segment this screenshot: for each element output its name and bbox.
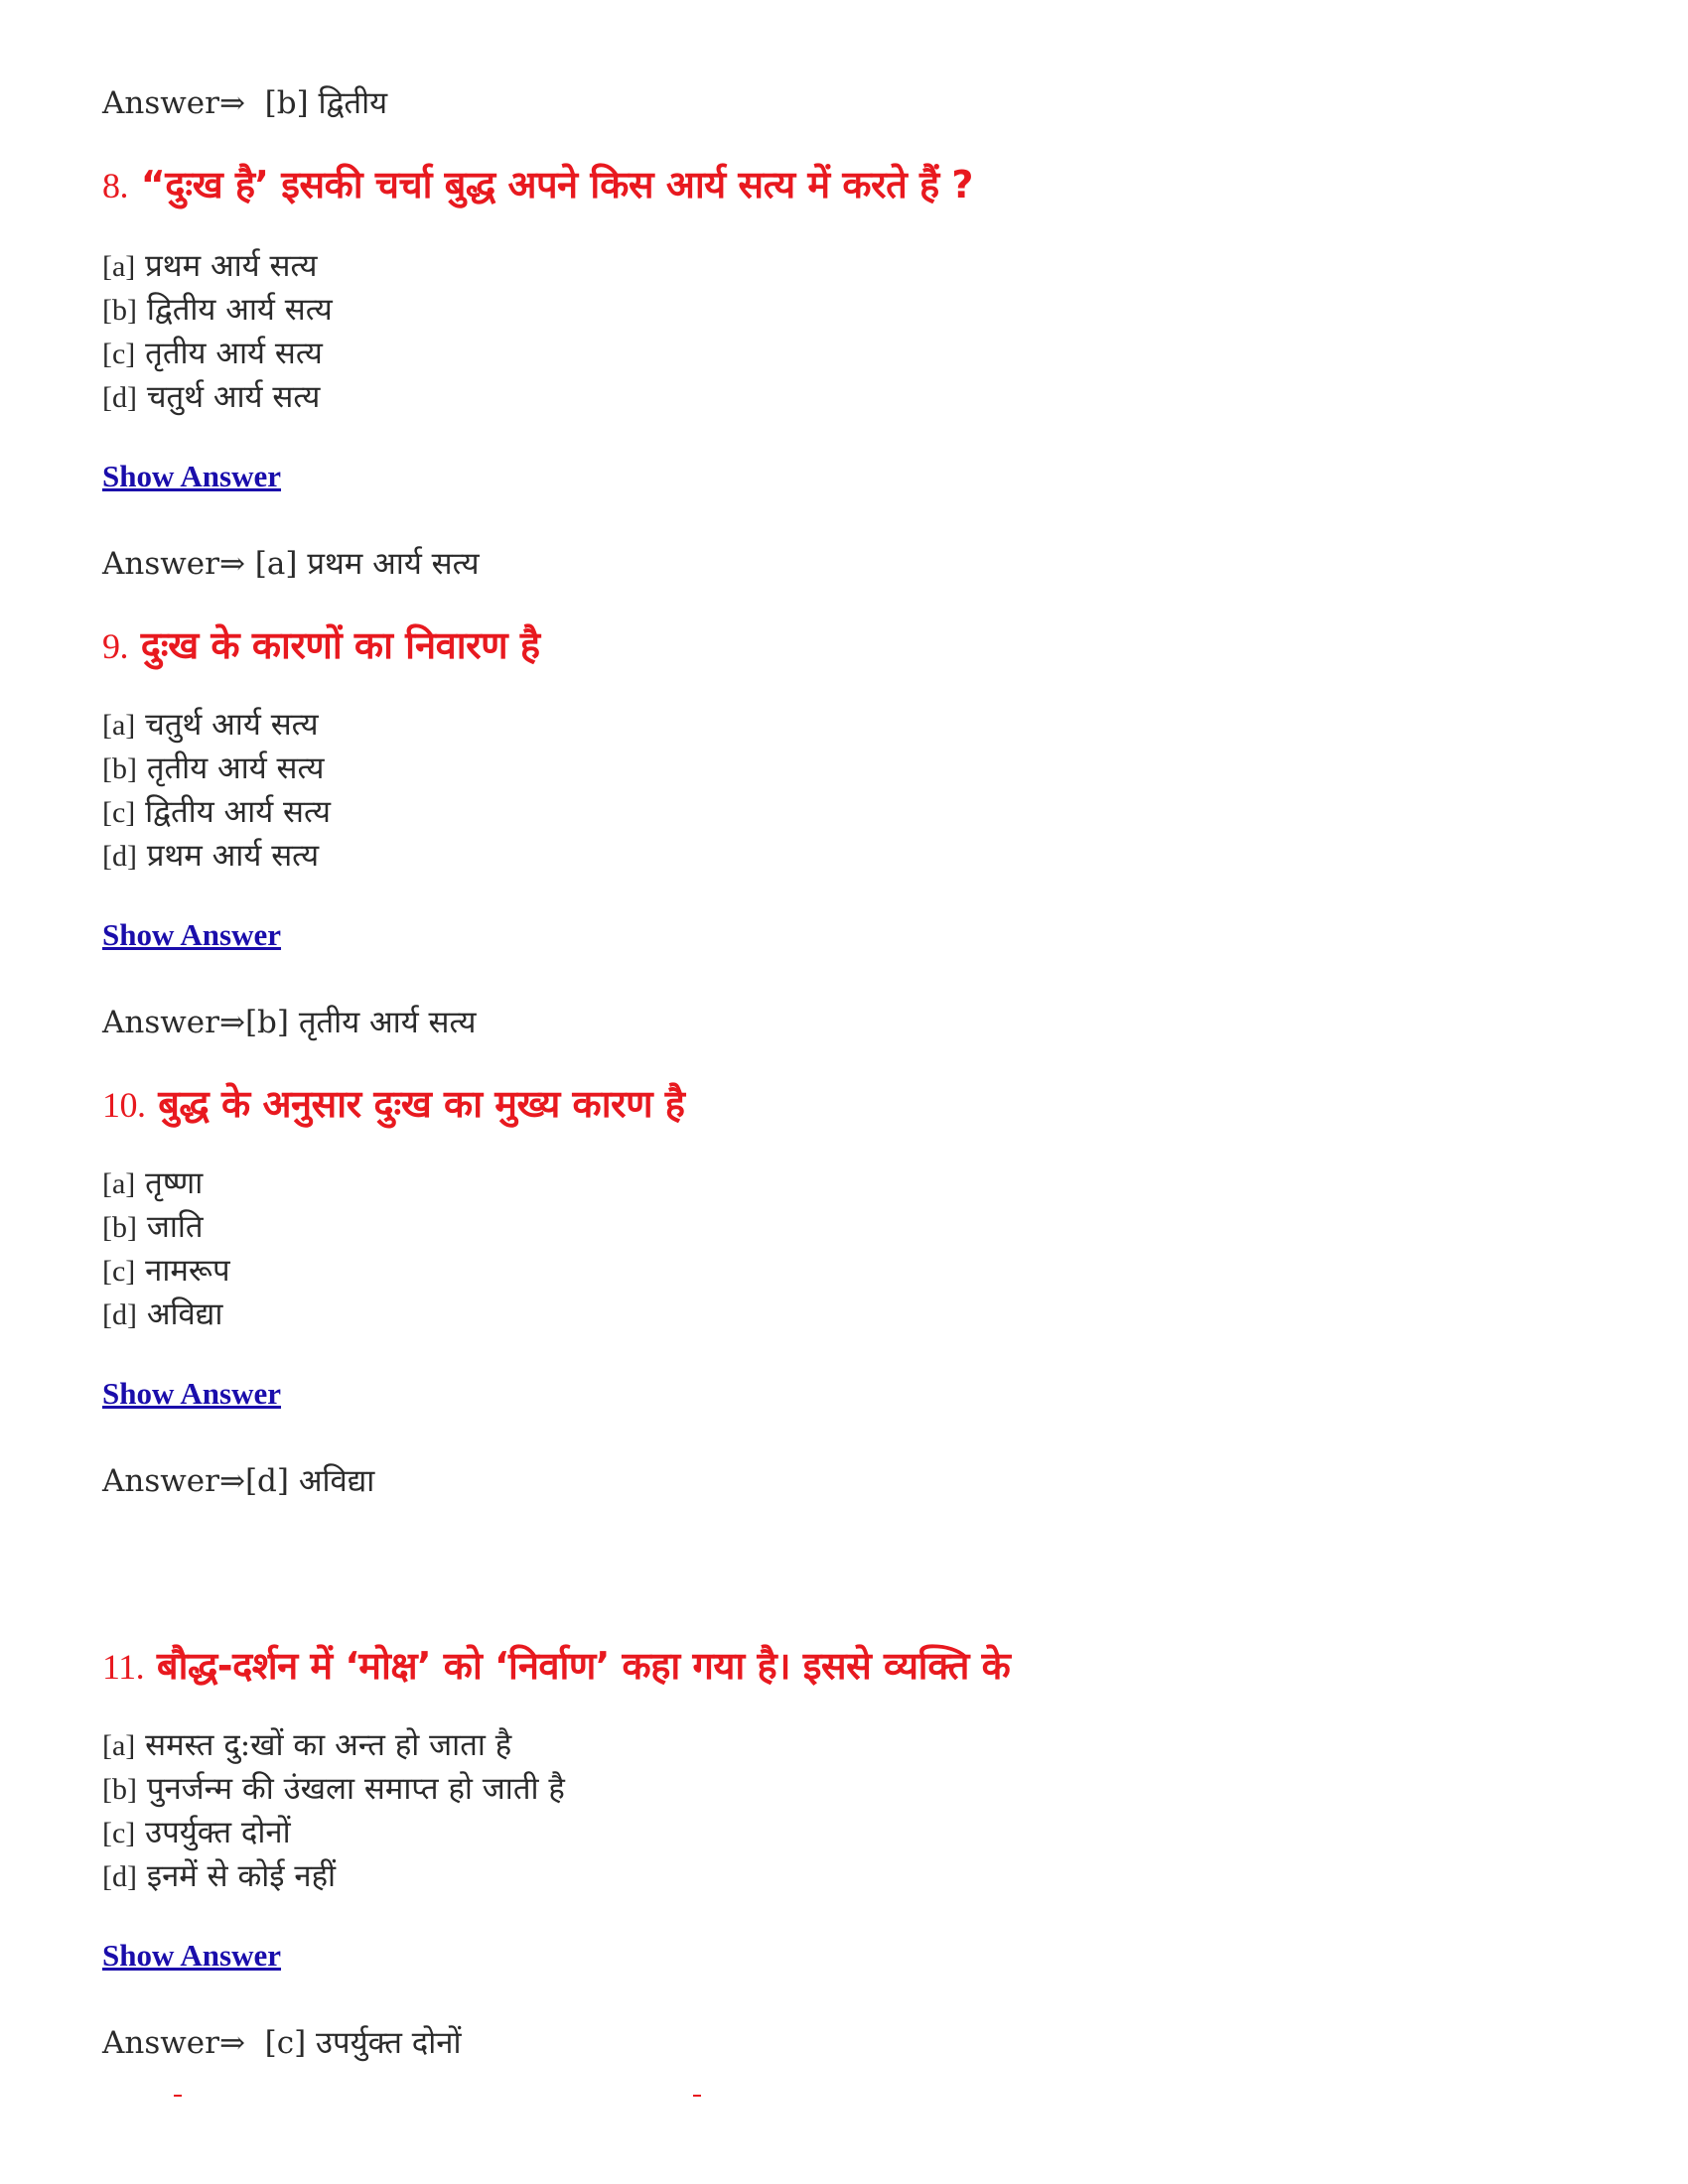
options-list [102,244,333,419]
option-key: [c] [102,1255,136,1288]
option-item [102,1767,565,1811]
option-item [102,1723,565,1767]
option-text: चतुर्थ आर्य सत्य [145,707,319,743]
option-item [102,1854,565,1898]
answer-text: [b] तृतीय आर्य सत्य [244,1005,477,1040]
option-key: [c] [102,338,136,370]
question-heading [102,1640,1010,1693]
option-key: [d] [102,1860,137,1893]
option-text: पुनर्जन्म की उंखला समाप्त हो जाती है [146,1771,565,1807]
options-list [102,1723,565,1898]
options-list [102,703,331,878]
question-heading [102,1078,684,1131]
option-key: [b] [102,752,137,785]
answer-prefix: Answer⇒ [102,1005,245,1040]
option-item [102,244,333,288]
question-text: दुःख के कारणों का निवारण है [140,623,540,667]
question-number: 9. [102,626,128,666]
option-key: [d] [102,1298,137,1331]
option-key: [d] [102,840,137,873]
option-item [102,790,331,834]
option-text: तृतीय आर्य सत्य [145,336,323,371]
option-item [102,375,333,419]
answer-text: [c] उपर्युक्त दोनों [264,2025,462,2061]
option-item [102,747,331,790]
option-text: इनमें से कोई नहीं [146,1858,337,1894]
option-text: अविद्या [146,1297,223,1332]
option-key: [c] [102,796,136,829]
option-text: उपर्युक्त दोनों [145,1815,291,1850]
answer-line [102,83,387,123]
option-key: [d] [102,381,137,414]
answer-line [102,2023,462,2063]
cutoff-mark [174,2095,182,2097]
option-text: चतुर्थ आर्य सत्य [146,379,321,415]
answer-text: [d] अविद्या [244,1463,375,1499]
option-key: [a] [102,250,136,283]
option-item [102,1811,565,1854]
option-key: [a] [102,709,136,742]
answer-prefix: Answer⇒ [102,2025,245,2061]
options-list [102,1161,230,1336]
answer-prefix: Answer⇒ [102,1463,245,1499]
option-item [102,703,331,747]
answer-text: [b] द्वितीय [264,85,388,121]
quiz-page [102,0,1592,2184]
question-text: “दुःख है’ इसकी चर्चा बुद्ध अपने किस आर्य सत्य में करते हैं ? [140,163,973,206]
option-item [102,834,331,878]
option-text: समस्त दु:खों का अन्त हो जाता है [145,1727,512,1763]
answer-text: [a] प्रथम आर्य सत्य [254,546,480,582]
show-answer-link[interactable]: Show Answer [102,1938,282,1973]
option-text: नामरूप [145,1253,230,1289]
option-text: तृष्णा [145,1165,204,1201]
option-item [102,1161,230,1205]
option-item [102,1249,230,1293]
option-key: [b] [102,1211,137,1244]
question-text: बुद्ध के अनुसार दुःख का मुख्य कारण है [158,1082,685,1126]
answer-line [102,544,480,584]
option-text: प्रथम आर्य सत्य [146,838,320,874]
option-key: [a] [102,1729,136,1762]
option-text: द्वितीय आर्य सत्य [145,794,331,830]
option-text: द्वितीय आर्य सत्य [146,292,333,328]
option-key: [b] [102,1773,137,1806]
option-item [102,1205,230,1249]
option-text: प्रथम आर्य सत्य [145,248,318,284]
option-item [102,332,333,375]
option-key: [a] [102,1167,136,1200]
answer-line [102,1003,476,1042]
option-item [102,288,333,332]
option-key: [b] [102,294,137,327]
question-heading [102,619,540,672]
show-answer-link[interactable]: Show Answer [102,1376,282,1411]
answer-prefix: Answer⇒ [102,546,245,582]
question-heading [102,159,973,211]
show-answer-link[interactable]: Show Answer [102,917,282,952]
option-text: तृतीय आर्य सत्य [146,751,325,786]
question-number: 10. [102,1085,146,1125]
cutoff-mark [693,2095,701,2097]
answer-prefix: Answer⇒ [102,85,245,121]
option-key: [c] [102,1817,136,1849]
question-number: 8. [102,166,128,205]
show-answer-link[interactable]: Show Answer [102,459,282,493]
question-number: 11. [102,1647,145,1687]
question-text: बौद्ध-दर्शन में ‘मोक्ष’ को ‘निर्वाण’ कहा गया है। इससे व्यक्ति के [156,1644,1011,1688]
answer-line [102,1461,374,1501]
option-text: जाति [146,1209,204,1245]
option-item [102,1293,230,1336]
